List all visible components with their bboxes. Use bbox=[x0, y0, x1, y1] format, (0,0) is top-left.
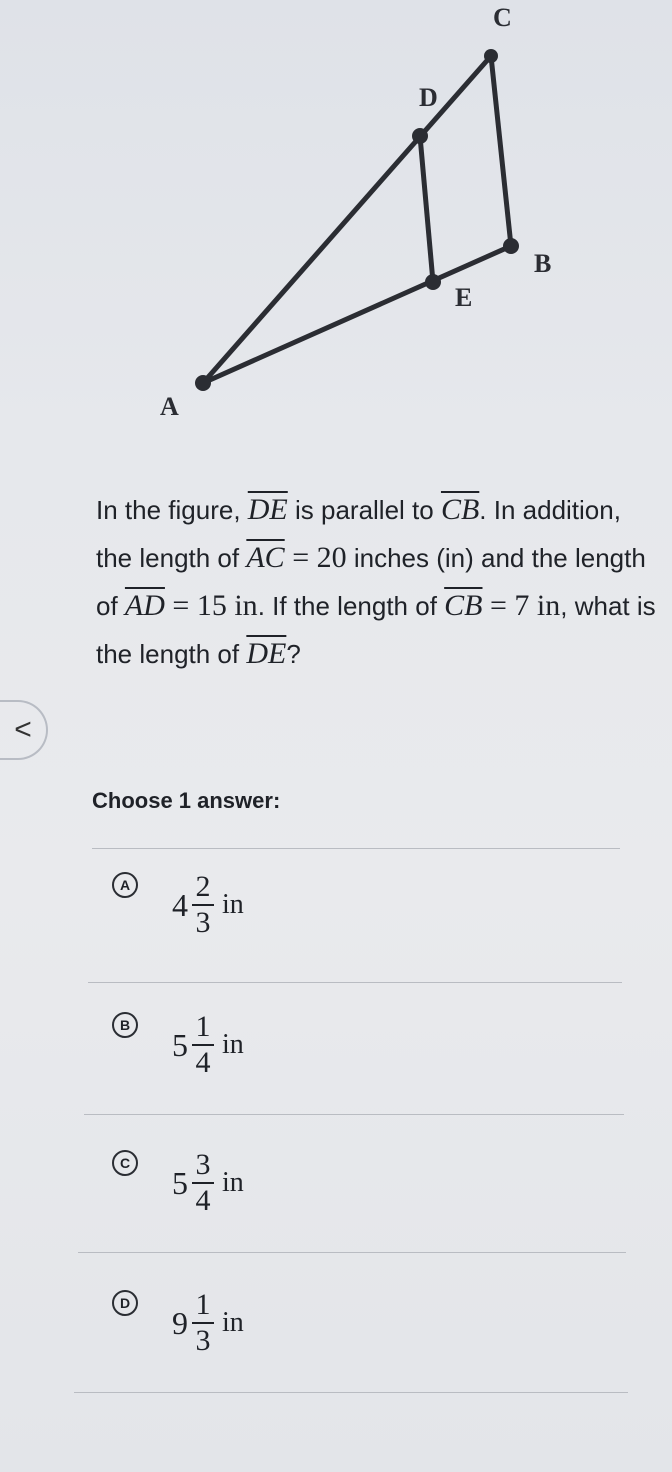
divider bbox=[74, 1392, 628, 1393]
segment-ab bbox=[203, 246, 511, 383]
segment-de-symbol-2: $\overline{DE}$ bbox=[246, 637, 287, 670]
point-e bbox=[425, 274, 441, 290]
option-value-d: 9 $\frac{1}{3}$ in bbox=[172, 1288, 244, 1357]
answer-option-a[interactable] bbox=[112, 872, 512, 982]
divider bbox=[84, 1114, 624, 1115]
option-letter-c: C bbox=[112, 1150, 138, 1176]
option-letter-a: A bbox=[112, 872, 138, 898]
question-text: In the figure, $\overline{DE}$ is parallel to $\overline{CB}$. In addition, the length of $\overline{AC} = 20$ inches (in) and the length of $\overline{AD} = 15$ in. If the length of $\overline{CB} = 7$ in, what is the length of $\overline{DE}$? bbox=[96, 493, 656, 670]
point-b bbox=[503, 238, 519, 254]
answer-option-b[interactable] bbox=[112, 1012, 512, 1122]
label-d: D bbox=[419, 83, 438, 112]
back-button[interactable] bbox=[0, 700, 48, 760]
triangle-figure bbox=[0, 0, 672, 470]
segment-ac-symbol: $\overline{AC}$ bbox=[246, 541, 285, 574]
point-a bbox=[195, 375, 211, 391]
option-value-c: 5 $\frac{3}{4}$ in bbox=[172, 1148, 244, 1217]
divider bbox=[92, 848, 620, 849]
option-value-a: 4 $\frac{2}{3}$ in bbox=[172, 870, 244, 939]
label-c: C bbox=[493, 3, 512, 32]
segment-de-symbol: $\overline{DE}$ bbox=[247, 493, 288, 526]
option-letter-b: B bbox=[112, 1012, 138, 1038]
point-c bbox=[484, 49, 498, 63]
label-e: E bbox=[455, 283, 473, 312]
answer-option-d[interactable] bbox=[112, 1290, 512, 1400]
choose-answer-label: Choose 1 answer: bbox=[92, 788, 281, 813]
segment-ac bbox=[203, 56, 491, 383]
option-value-b: 5 $\frac{1}{4}$ in bbox=[172, 1010, 244, 1079]
label-b: B bbox=[534, 249, 552, 278]
segment-cb bbox=[491, 56, 511, 246]
point-d bbox=[412, 128, 428, 144]
segment-de bbox=[420, 136, 433, 282]
label-a: A bbox=[160, 392, 179, 421]
segment-cb-symbol: $\overline{CB}$ bbox=[440, 493, 480, 526]
segment-ad-symbol: $\overline{AD}$ bbox=[124, 589, 165, 622]
option-letter-d: D bbox=[112, 1290, 138, 1316]
divider bbox=[88, 982, 622, 983]
segment-cb-symbol-2: $\overline{CB}$ bbox=[444, 589, 483, 622]
chevron-left-icon: < bbox=[14, 713, 32, 746]
divider bbox=[78, 1252, 626, 1253]
answer-option-c[interactable] bbox=[112, 1150, 512, 1260]
